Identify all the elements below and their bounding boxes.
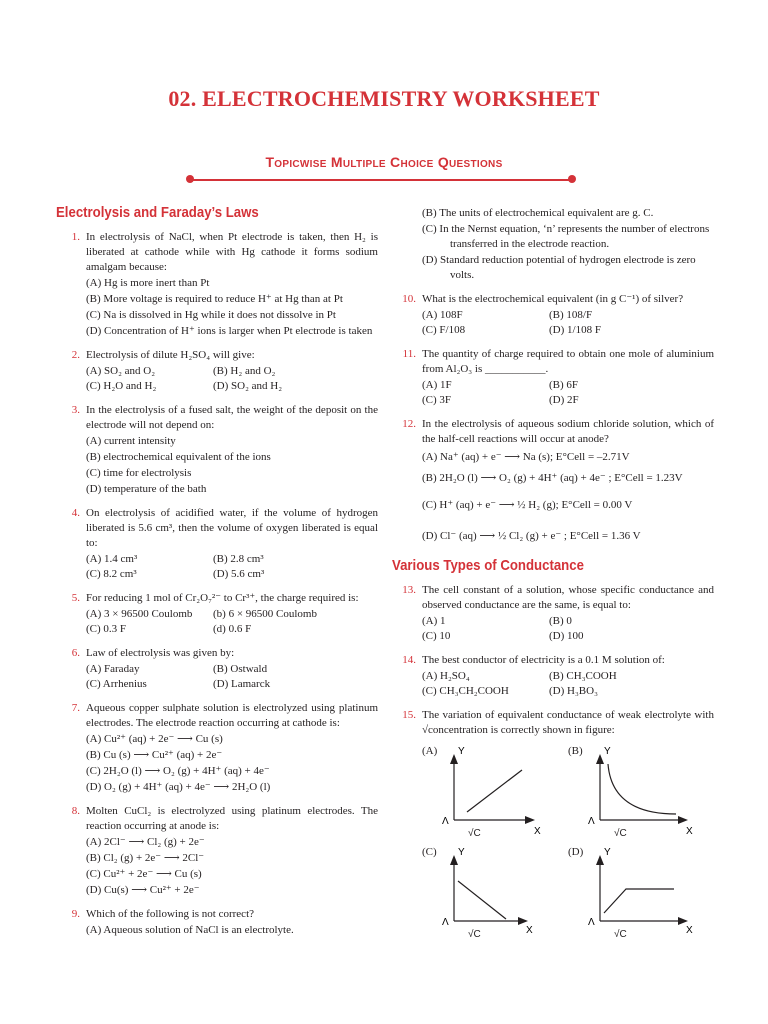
option-d: (D) 5.6 cm³: [213, 568, 265, 580]
rule-dot-right: [568, 175, 576, 183]
option-b: (B) H₂ and O₂: [213, 365, 276, 377]
option-b: (B) The units of electrochemical equivalent are g. C.: [422, 207, 654, 219]
question-text: On electrolysis of acidified water, if the volume of hydrogen liberated is 5.6 cm³, then the volume of oxygen liberated is equal to:: [86, 507, 378, 549]
question-text: Law of electrolysis was given by:: [86, 647, 235, 659]
question-9: [56, 907, 378, 938]
option-b: (b) 6 × 96500 Coulomb: [213, 608, 317, 620]
option-d: (D) 100: [549, 630, 584, 642]
option-d: (D) Cl⁻ (aq) ⟶ ½ Cl₂ (g) + e⁻ ; E°Cell = 1.36 V: [422, 530, 641, 542]
option-c: (C) In the Nernst equation, ‘n’ represents the number of electrons transferred in the electrode reaction.: [422, 223, 710, 250]
right-column: [392, 205, 714, 951]
question-12: [392, 417, 714, 544]
y-axis-label: Y: [458, 746, 465, 757]
option-b: (B) 0: [549, 615, 572, 627]
left-column: [56, 205, 378, 947]
question-number: 15.: [402, 709, 416, 721]
question-number: 9.: [71, 908, 80, 920]
option-d: (D) 2F: [549, 394, 579, 406]
x-axis-label: X: [686, 925, 693, 935]
question-text: Electrolysis of dilute H₂SO₄ will give:: [86, 349, 255, 361]
option-b: (B) electrochemical equivalent of the ions: [86, 451, 271, 463]
section-heading-conductance: Various Types of Conductance: [392, 557, 584, 574]
question-text: Which of the following is not correct?: [86, 908, 255, 920]
option-a: (A) Hg is more inert than Pt: [86, 277, 210, 289]
question-number: 11.: [402, 348, 416, 360]
option-a: (A) 3 × 96500 Coulomb: [86, 608, 193, 620]
title-rule: [190, 179, 572, 181]
question-7: [56, 701, 378, 795]
option-b: (B) Cu (s) ⟶ Cu²⁺ (aq) + 2e⁻: [86, 749, 223, 761]
section-heading-electrolysis: Electrolysis and Faraday’s Laws: [56, 204, 259, 221]
option-c: (C) Arrhenius: [86, 678, 147, 690]
question-text: The best conductor of electricity is a 0.1 M solution of:: [422, 654, 665, 666]
option-a: (A) current intensity: [86, 435, 176, 447]
option-c: (C) 8.2 cm³: [86, 568, 137, 580]
option-d: (D) Lamarck: [213, 678, 271, 690]
question-text: For reducing 1 mol of Cr₂O₇²⁻ to Cr³⁺, the charge required is:: [86, 592, 359, 604]
option-d: (D) Concentration of H⁺ ions is larger when Pt electrode is taken: [86, 325, 373, 337]
option-b: (B) 6F: [549, 379, 579, 391]
option-c: (C) 3F: [422, 394, 452, 406]
option-c: (C) H⁺ (aq) + e⁻ ⟶ ½ H₂ (g); E°Cell = 0.00 V: [422, 499, 633, 511]
option-b: (B) 2.8 cm³: [213, 553, 264, 565]
question-9-continued: [392, 206, 714, 283]
option-d: (D) SO₂ and H₂: [213, 380, 283, 392]
question-5: [56, 591, 378, 637]
question-14: [392, 653, 714, 699]
x-axis-label: X: [534, 826, 541, 834]
question-number: 3.: [71, 404, 80, 416]
y-axis-label: Y: [604, 847, 611, 858]
option-c: (C) 10: [422, 630, 451, 642]
x-axis-label: X: [526, 925, 533, 935]
option-a: (A) 1F: [422, 379, 452, 391]
question-text: In electrolysis of NaCl, when Pt electrode is taken, then H₂ is liberated at cathode while with Hg cathode it forms sodium amalgam because:: [86, 231, 378, 273]
question-13: [392, 583, 714, 644]
root-c-label: √C: [468, 828, 481, 839]
option-a: (A) 1: [422, 615, 446, 627]
option-c: (C) Cu²⁺ + 2e⁻ ⟶ Cu (s): [86, 868, 202, 880]
option-a: (A) Cu²⁺ (aq) + 2e⁻ ⟶ Cu (s): [86, 733, 223, 745]
question-text: What is the electrochemical equivalent (in g C⁻¹) of silver?: [422, 293, 684, 305]
question-number: 12.: [402, 418, 416, 430]
graph-c-linear-decrease: [422, 843, 582, 935]
question-text: In the electrolysis of aqueous sodium chloride solution, which of the half-cell reactions will occur at anode?: [422, 418, 714, 445]
option-a: (A) SO₂ and O₂: [86, 365, 156, 377]
question-10: [392, 292, 714, 338]
graph-option-d: [568, 843, 714, 935]
option-label: (C): [422, 846, 437, 858]
option-c: (C) Na is dissolved in Hg while it does not dissolve in Pt: [86, 309, 336, 321]
option-b: (B) 2H₂O (l) ⟶ O₂ (g) + 4H⁺ (aq) + 4e⁻ ; E°Cell = 1.23V: [422, 472, 683, 484]
option-label: (A): [422, 745, 438, 757]
question-text: Molten CuCl₂ is electrolyzed using platinum electrodes. The reaction occurring at anode is:: [86, 805, 378, 832]
option-label: (D): [568, 846, 584, 858]
graph-b-hyperbolic-decrease: [568, 742, 728, 834]
lambda-label: Λ: [588, 816, 595, 827]
option-c: (C) CH₃CH₂COOH: [422, 685, 509, 697]
question-text: In the electrolysis of a fused salt, the weight of the deposit on the electrode will not depend on:: [86, 404, 378, 431]
question-number: 2.: [71, 349, 80, 361]
question-15: [392, 708, 714, 942]
root-c-label: √C: [468, 929, 481, 940]
worksheet-subtitle: Topicwise Multiple Choice Questions: [265, 154, 503, 170]
option-a: (A) Aqueous solution of NaCl is an electrolyte.: [86, 924, 294, 936]
question-text: The quantity of charge required to obtain one mole of aluminium from Al₂O₃ is ___________.: [422, 348, 714, 375]
question-text: Aqueous copper sulphate solution is electrolyzed using platinum electrodes. The electrode reaction occurring at cathode is:: [86, 702, 378, 729]
question-number: 7.: [71, 702, 80, 714]
question-number: 5.: [71, 592, 80, 604]
option-b: (B) Ostwald: [213, 663, 268, 675]
question-3: [56, 403, 378, 497]
question-number: 10.: [402, 293, 416, 305]
option-d: (D) O₂ (g) + 4H⁺ (aq) + 4e⁻ ⟶ 2H₂O (l): [86, 781, 271, 793]
option-d: (D) 1/108 F: [549, 324, 601, 336]
graph-option-c: [422, 843, 568, 935]
y-axis-label: Y: [458, 847, 465, 858]
option-a: (A) Na⁺ (aq) + e⁻ ⟶ Na (s); E°Cell = –2.71V: [422, 451, 630, 463]
question-4: [56, 506, 378, 582]
option-d: (D) Standard reduction potential of hydrogen electrode is zero volts.: [422, 254, 696, 281]
graph-d-rise-then-plateau: [568, 843, 728, 935]
question-text: The cell constant of a solution, whose specific conductance and observed conductance are the same, is equal to:: [422, 584, 714, 611]
option-a: (A) 2Cl⁻ ⟶ Cl₂ (g) + 2e⁻: [86, 836, 205, 848]
question-number: 13.: [402, 584, 416, 596]
option-d: (D) temperature of the bath: [86, 483, 207, 495]
question-11: [392, 347, 714, 408]
lambda-label: Λ: [588, 917, 595, 928]
option-b: (B) More voltage is required to reduce H⁺ at Hg than at Pt: [86, 293, 343, 305]
option-c: (C) H₂O and H₂: [86, 380, 157, 392]
root-c-label: √C: [614, 828, 627, 839]
y-axis-label: Y: [604, 746, 611, 757]
graph-a-linear-increase: [422, 742, 582, 834]
option-d: (D) Cu(s) ⟶ Cu²⁺ + 2e⁻: [86, 884, 200, 896]
question-number: 6.: [71, 647, 80, 659]
option-b: (B) Cl₂ (g) + 2e⁻ ⟶ 2Cl⁻: [86, 852, 205, 864]
lambda-label: Λ: [442, 816, 449, 827]
option-c: (C) 2H₂O (l) ⟶ O₂ (g) + 4H⁺ (aq) + 4e⁻: [86, 765, 270, 777]
option-b: (B) CH₃COOH: [549, 670, 617, 682]
option-b: (B) 108/F: [549, 309, 593, 321]
option-c: (C) time for electrolysis: [86, 467, 192, 479]
option-d: (d) 0.6 F: [213, 623, 252, 635]
option-a: (A) H₂SO₄: [422, 670, 470, 682]
question-2: [56, 348, 378, 394]
option-c: (C) F/108: [422, 324, 466, 336]
option-d: (D) H₃BO₃: [549, 685, 598, 697]
graph-option-a: [422, 742, 568, 834]
lambda-label: Λ: [442, 917, 449, 928]
question-number: 14.: [402, 654, 416, 666]
question-number: 8.: [71, 805, 80, 817]
question-number: 1.: [71, 231, 80, 243]
question-8: [56, 804, 378, 898]
option-a: (A) Faraday: [86, 663, 140, 675]
option-a: (A) 1.4 cm³: [86, 553, 138, 565]
question-number: 4.: [71, 507, 80, 519]
worksheet-title: 02. ELECTROCHEMISTRY WORKSHEET: [168, 86, 600, 111]
option-a: (A) 108F: [422, 309, 463, 321]
x-axis-label: X: [686, 826, 693, 834]
question-text: The variation of equivalent conductance of weak electrolyte with √concentration is correctly shown in figure:: [422, 709, 714, 736]
root-c-label: √C: [614, 929, 627, 940]
question-1: [56, 230, 378, 339]
option-label: (B): [568, 745, 583, 757]
question-6: [56, 646, 378, 692]
graph-option-b: [568, 742, 714, 834]
option-c: (C) 0.3 F: [86, 623, 127, 635]
